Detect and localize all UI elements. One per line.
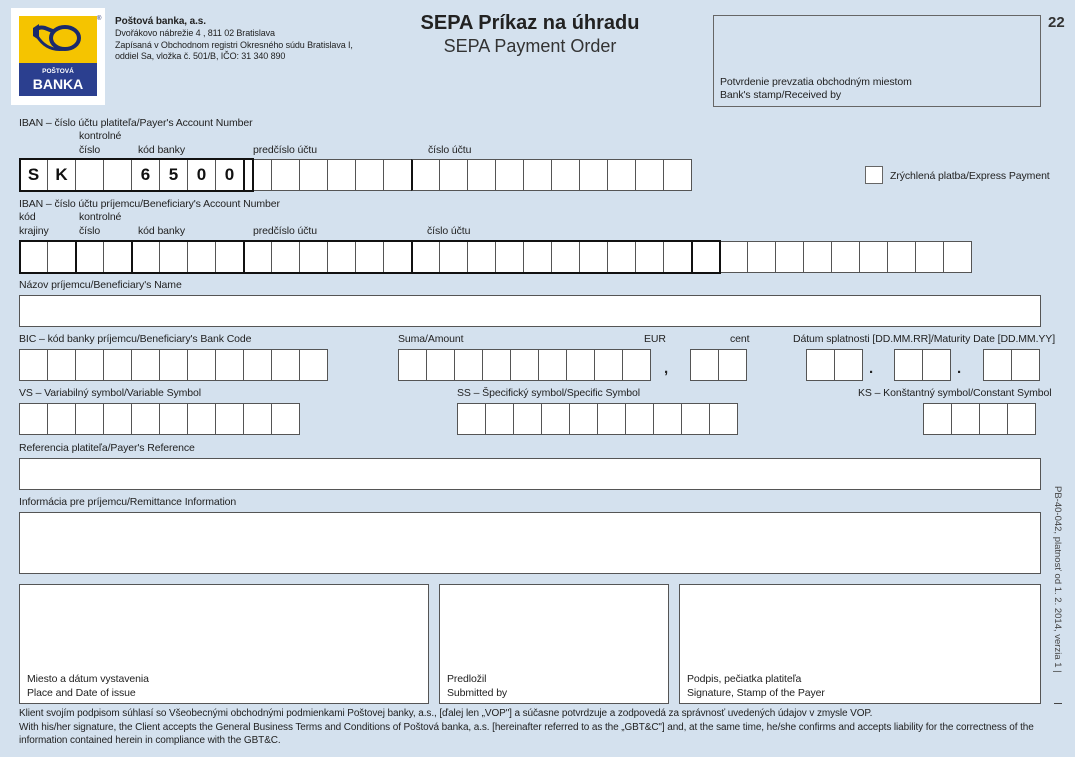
beneficiary-iban-cell[interactable] [691,241,720,273]
beneficiary-iban-cell[interactable] [719,241,748,273]
payer-iban-cell[interactable] [663,159,692,191]
beneficiary-iban-cell[interactable] [103,241,132,273]
vs-cell[interactable] [159,403,188,435]
submitted-label-sk: Predložil [447,673,487,685]
amount-euro-cell[interactable] [482,349,511,381]
payer-iban-cell[interactable] [75,159,104,191]
ks-label: KS – Konštantný symbol/Constant Symbol [858,387,1052,399]
side-form-code: PB-40-042, platnosť od 1. 2. 2014, verzia 1 | [1052,486,1063,673]
payer-iban-cell[interactable] [551,159,580,191]
payer-check-top: kontrolné [79,130,122,142]
beneficiary-bankcode-label: kód banky [138,225,185,237]
payer-iban-cell[interactable]: 6 [131,159,160,191]
ss-cell[interactable] [541,403,570,435]
beneficiary-iban-cell[interactable] [747,241,776,273]
amount-label: Suma/Amount [398,333,464,345]
amount-euro-cell[interactable] [398,349,427,381]
beneficiary-iban-cell[interactable] [467,241,496,273]
beneficiary-check-top: kontrolné [79,211,122,223]
amount-euro-cell[interactable] [594,349,623,381]
payer-iban-cell[interactable] [495,159,524,191]
form-subtitle: SEPA Payment Order [443,36,617,56]
amount-euro-cell[interactable] [426,349,455,381]
payer-iban-cell[interactable]: K [47,159,76,191]
currency-label: EUR [644,333,666,345]
payer-iban-cell[interactable] [579,159,608,191]
beneficiary-iban-cell[interactable] [243,241,272,273]
beneficiary-iban-cell[interactable] [831,241,860,273]
beneficiary-iban-cell[interactable] [299,241,328,273]
amount-euro-cell[interactable] [510,349,539,381]
vs-cell[interactable] [19,403,48,435]
payer-iban-cell[interactable] [383,159,412,191]
maturity-day-cell[interactable] [834,349,863,381]
amount-euro-cells [398,349,650,381]
bic-cell[interactable] [47,349,76,381]
bic-cell[interactable] [159,349,188,381]
payer-iban-cell[interactable]: S [19,159,48,191]
remittance-label: Informácia pre príjemcu/Remittance Information [19,496,237,508]
payer-reference-label: Referencia platiteľa/Payer's Reference [19,442,195,454]
beneficiary-name-field[interactable] [19,295,1041,327]
ss-cells [457,403,737,435]
bank-registry-2: oddiel Sa, vložka č. 501/B, IČO: 31 340 890 [115,51,286,61]
bic-cell[interactable] [271,349,300,381]
beneficiary-iban-cell[interactable] [187,241,216,273]
vs-cell[interactable] [75,403,104,435]
payer-iban-cell[interactable] [411,159,440,191]
beneficiary-iban-label: IBAN – číslo účtu príjemcu/Beneficiary's Account Number [19,198,280,210]
signature-label-sk: Podpis, pečiatka platiteľa [687,673,802,685]
maturity-year-cells [983,349,1039,381]
place-date-box[interactable] [19,584,429,704]
maturity-month-cells [894,349,950,381]
amount-euro-cell[interactable] [622,349,651,381]
footer-line-1: Klient svojím podpisom súhlasí so Všeobecnými obchodnými podmienkami Poštovej banky, a.s., [ďalej len „VOP"] a súčasne potvrdzuje a zodpovedá za správnosť uvedených údajov v zmysle VOP. [19,708,873,719]
place-date-label-en: Place and Date of issue [27,687,136,699]
maturity-dot-2: . [957,360,962,377]
ss-cell[interactable] [625,403,654,435]
ks-cell[interactable] [951,403,980,435]
bic-cell[interactable] [215,349,244,381]
amount-cent-cells [690,349,746,381]
bic-cell[interactable] [103,349,132,381]
beneficiary-iban-cell[interactable] [635,241,664,273]
maturity-dot-1: . [869,360,874,377]
beneficiary-iban-cell[interactable] [215,241,244,273]
bic-cell[interactable] [75,349,104,381]
maturity-day-cell[interactable] [806,349,835,381]
payer-check-bottom: číslo [79,144,101,156]
payer-prefix-label: predčíslo účtu [253,144,317,156]
vs-cell[interactable] [47,403,76,435]
payer-iban-label: IBAN – číslo účtu platiteľa/Payer's Account Number [19,117,253,129]
beneficiary-iban-cell[interactable] [915,241,944,273]
maturity-year-cell[interactable] [1011,349,1040,381]
payer-iban-cells [19,159,691,191]
payer-account-label: číslo účtu [428,144,472,156]
payer-iban-cell[interactable] [467,159,496,191]
express-payment-checkbox[interactable] [865,166,883,184]
form-title: SEPA Príkaz na úhradu [420,12,640,34]
payer-iban-cell[interactable]: 0 [187,159,216,191]
beneficiary-iban-cell[interactable] [859,241,888,273]
beneficiary-account-label: číslo účtu [427,225,471,237]
ss-cell[interactable] [653,403,682,435]
stamp-label-sk: Potvrdenie prevzatia obchodným miestom [720,76,912,88]
ss-cell[interactable] [709,403,738,435]
beneficiary-iban-cell[interactable] [75,241,104,273]
ks-cell[interactable] [923,403,952,435]
vs-cell[interactable] [271,403,300,435]
ks-cell[interactable] [1007,403,1036,435]
payer-iban-cell[interactable] [327,159,356,191]
beneficiary-iban-cell[interactable] [579,241,608,273]
maturity-label: Dátum splatnosti [DD.MM.RR]/Maturity Date [DD.MM.YY] [793,333,1056,345]
payer-iban-cell[interactable] [635,159,664,191]
beneficiary-name-label: Názov príjemcu/Beneficiary's Name [19,279,182,291]
maturity-month-cell[interactable] [894,349,923,381]
ss-cell[interactable] [569,403,598,435]
beneficiary-prefix-label: predčíslo účtu [253,225,317,237]
vs-cell[interactable] [215,403,244,435]
beneficiary-iban-cell[interactable] [523,241,552,273]
beneficiary-iban-cell[interactable] [439,241,468,273]
logo-small-text: POŠTOVÁ [42,68,74,75]
beneficiary-country-bottom: krajiny [19,225,49,237]
bank-registry-1: Zapísaná v Obchodnom registri Okresného súdu Bratislava I, [115,40,353,50]
payer-iban-cell[interactable] [103,159,132,191]
payer-iban-cell[interactable] [439,159,468,191]
beneficiary-iban-cell[interactable] [19,241,48,273]
side-tick [1054,703,1062,704]
beneficiary-iban-cell[interactable] [131,241,160,273]
payer-iban-cell[interactable] [299,159,328,191]
submitted-by-box[interactable] [439,584,669,704]
bank-logo: ® POŠTOVÁ BANKA [11,8,105,105]
signature-box[interactable] [679,584,1041,704]
beneficiary-iban-cell[interactable] [159,241,188,273]
payer-bankcode-label: kód banky [138,144,185,156]
beneficiary-iban-cells [19,241,971,273]
payer-iban-cell[interactable]: 5 [159,159,188,191]
beneficiary-iban-cell[interactable] [775,241,804,273]
beneficiary-check-bottom: číslo [79,225,101,237]
logo-big-text: BANKA [32,76,84,92]
amount-comma: , [664,360,669,377]
beneficiary-iban-cell[interactable] [47,241,76,273]
signature-label-en: Signature, Stamp of the Payer [687,687,825,699]
remittance-field[interactable] [19,512,1041,574]
place-date-label-sk: Miesto a dátum vystavenia [27,673,149,685]
vs-cell[interactable] [187,403,216,435]
amount-cent-cell[interactable] [718,349,747,381]
payer-iban-cell[interactable]: 0 [215,159,244,191]
vs-cells [19,403,299,435]
amount-cent-cell[interactable] [690,349,719,381]
bank-address: Dvořákovo nábrežie 4 , 811 02 Bratislava [115,28,275,38]
ks-cells [923,403,1035,435]
ss-cell[interactable] [485,403,514,435]
payer-iban-cell[interactable] [607,159,636,191]
beneficiary-iban-cell[interactable] [887,241,916,273]
beneficiary-iban-cell[interactable] [271,241,300,273]
payer-iban-cell[interactable] [271,159,300,191]
form-number: 22 [1048,14,1065,31]
beneficiary-iban-cell[interactable] [663,241,692,273]
beneficiary-iban-cell[interactable] [327,241,356,273]
beneficiary-iban-cell[interactable] [607,241,636,273]
submitted-label-en: Submitted by [447,687,508,699]
amount-euro-cell[interactable] [566,349,595,381]
beneficiary-iban-cell[interactable] [411,241,440,273]
vs-cell[interactable] [103,403,132,435]
stamp-label-en: Bank's stamp/Received by [720,89,841,101]
bic-cells [19,349,327,381]
beneficiary-iban-cell[interactable] [355,241,384,273]
bic-cell[interactable] [131,349,160,381]
express-payment-label: Zrýchlená platba/Express Payment [890,170,1050,182]
beneficiary-iban-cell[interactable] [943,241,972,273]
ks-cell[interactable] [979,403,1008,435]
post-horn-icon [31,22,87,58]
ss-cell[interactable] [457,403,486,435]
amount-euro-cell[interactable] [538,349,567,381]
bic-label: BIC – kód banky príjemcu/Beneficiary's Bank Code [19,333,252,345]
footer-line-2: With his/her signature, the Client accepts the General Business Terms and Conditions of Poštová banka, a.s. [hereinafter referred to as the „GBT&C"] and, at the same time, he/she confirms and accepts liability for the correctness of the [19,722,1034,733]
vs-cell[interactable] [131,403,160,435]
ss-cell[interactable] [681,403,710,435]
cent-label: cent [730,333,750,345]
beneficiary-iban-cell[interactable] [495,241,524,273]
footer-line-3: information contained herein in compliance with the GBT&C. [19,735,281,746]
vs-cell[interactable] [243,403,272,435]
bank-name: Poštová banka, a.s. [115,16,206,27]
beneficiary-iban-cell[interactable] [803,241,832,273]
beneficiary-iban-cell[interactable] [383,241,412,273]
beneficiary-country-top: kód [19,211,36,223]
ss-cell[interactable] [597,403,626,435]
maturity-year-cell[interactable] [983,349,1012,381]
bic-cell[interactable] [19,349,48,381]
bic-cell[interactable] [243,349,272,381]
beneficiary-iban-cell[interactable] [551,241,580,273]
maturity-month-cell[interactable] [922,349,951,381]
amount-euro-cell[interactable] [454,349,483,381]
payer-iban-cell[interactable] [243,159,272,191]
payer-iban-cell[interactable] [355,159,384,191]
vs-label: VS – Variabilný symbol/Variable Symbol [19,387,201,399]
payer-iban-cell[interactable] [523,159,552,191]
bic-cell[interactable] [187,349,216,381]
payer-reference-field[interactable] [19,458,1041,490]
maturity-day-cells [806,349,862,381]
ss-label: SS – Špecifický symbol/Specific Symbol [457,387,640,399]
ss-cell[interactable] [513,403,542,435]
bic-cell[interactable] [299,349,328,381]
